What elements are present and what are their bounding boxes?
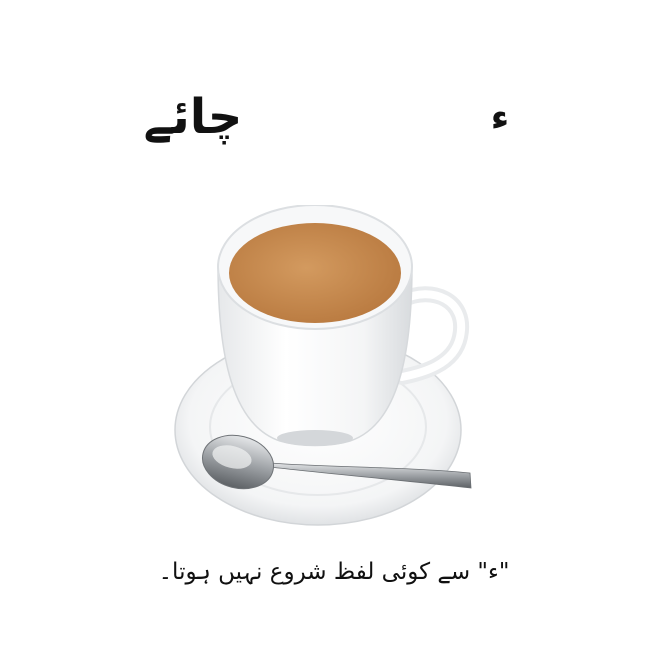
featured-word: چائے: [143, 89, 243, 145]
tea-surface: [229, 223, 401, 323]
caption-text: "ء" سے کوئی لفظ شروع نہیں ہوتا۔: [158, 559, 510, 585]
featured-letter: ء: [490, 97, 510, 138]
tea-cup-illustration: [170, 205, 480, 530]
